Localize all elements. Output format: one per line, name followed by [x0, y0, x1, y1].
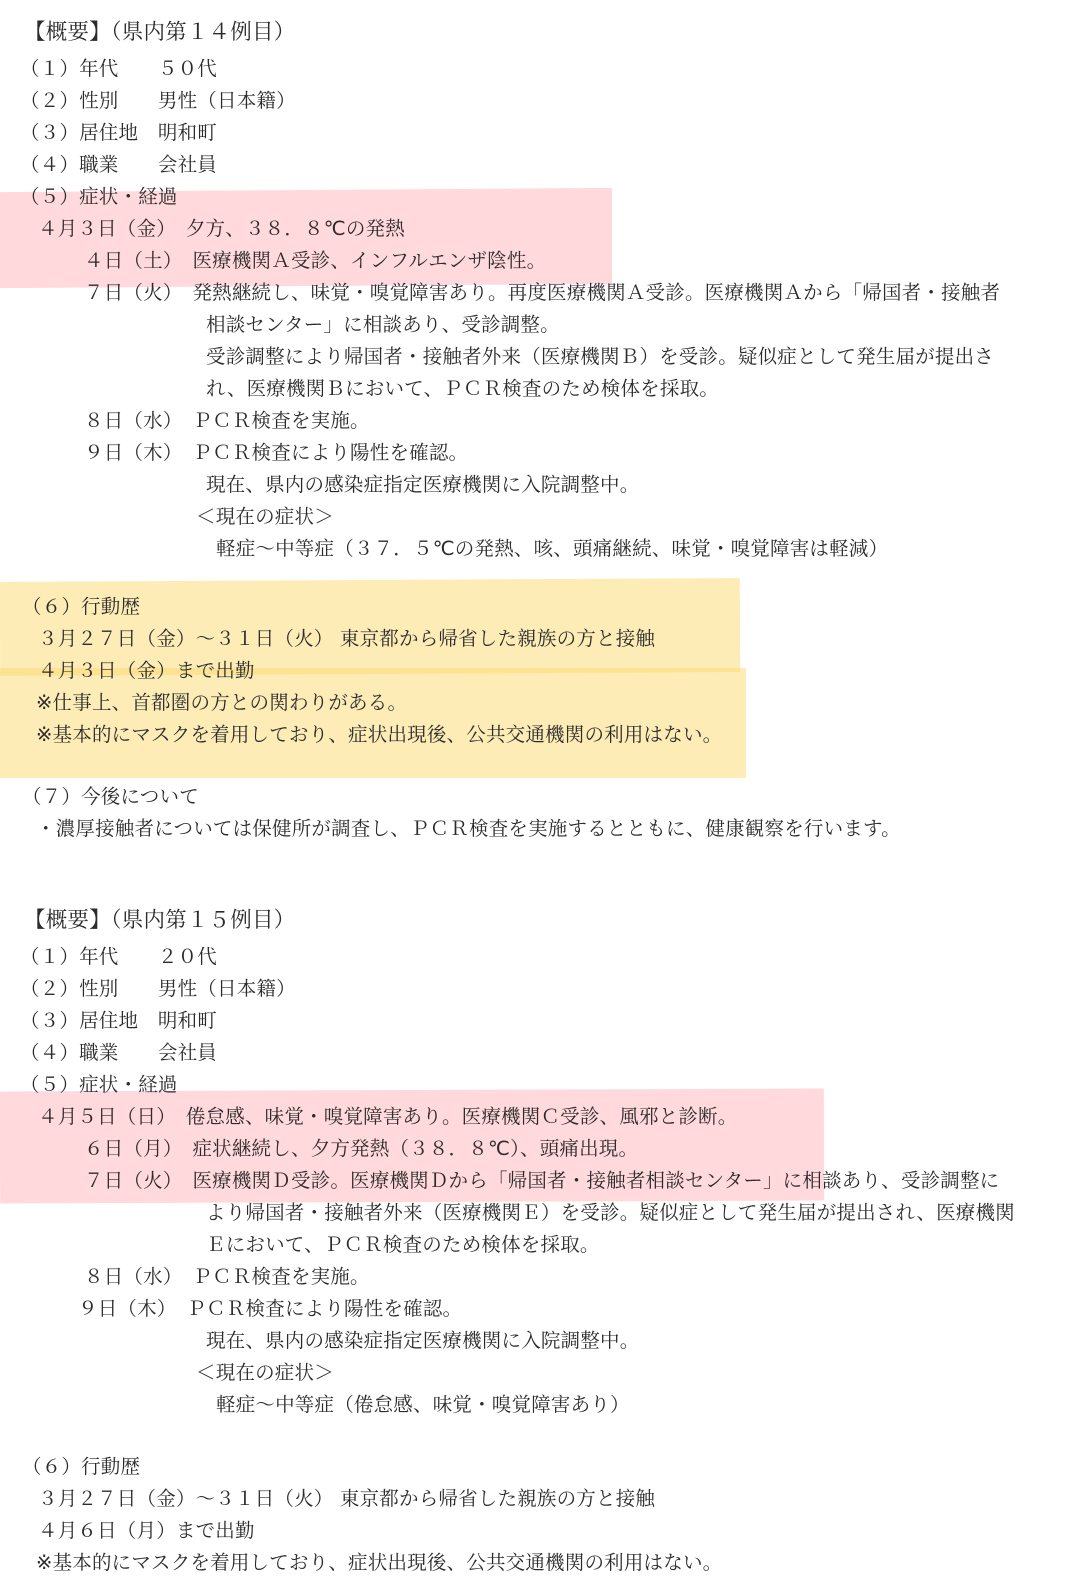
case15-current-symptoms: 軽症～中等症（倦怠感、味覚・嗅覚障害あり） — [216, 1393, 630, 1416]
case15-course-line: Ｅにおいて、ＰＣＲ検査のため検体を採取。 — [206, 1233, 600, 1256]
case14-course-line: ９日（木） ＰＣＲ検査により陽性を確認。 — [84, 441, 469, 464]
case14-symptoms-heading: （５）症状・経過 — [20, 185, 178, 208]
case14-age: （１）年代 ５０代 — [20, 57, 218, 80]
case15-current-symptoms-label: ＜現在の症状＞ — [196, 1361, 334, 1384]
case14-sex: （２）性別 男性（日本籍） — [20, 89, 296, 112]
case14-course-line: ４月３日（金） 夕方、３８．８℃の発熱 — [38, 217, 405, 240]
case14-course-line: れ、医療機関Ｂにおいて、ＰＣＲ検査のため検体を採取。 — [206, 377, 719, 400]
case14-course-line: 現在、県内の感染症指定医療機関に入院調整中。 — [206, 473, 640, 496]
case15-course-line: ４月５日（日） 倦怠感、味覚・嗅覚障害あり。医療機関Ｃ受診、風邪と診断。 — [38, 1105, 738, 1128]
case14-course-line: 相談センター」に相談あり、受診調整。 — [206, 313, 560, 336]
case15-course-line: より帰国者・接触者外来（医療機関Ｅ）を受診。疑似症として発生届が提出され、医療機関 — [206, 1201, 1015, 1224]
case15-occupation: （４）職業 会社員 — [20, 1041, 218, 1064]
case15-residence: （３）居住地 明和町 — [20, 1009, 218, 1032]
case14-header: 【概要】（県内第１４例目） — [24, 20, 296, 45]
case15-course-line: ７日（火） 医療機関Ｄ受診。医療機関Ｄから「帰国者・接触者相談センター」に相談あり、受診調整に — [84, 1169, 1000, 1192]
case15-sex: （２）性別 男性（日本籍） — [20, 977, 296, 1000]
case15-course-line: ６日（月） 症状継続し、夕方発熱（３８．８℃）、頭痛出現。 — [84, 1137, 639, 1160]
case14-occupation: （４）職業 会社員 — [20, 153, 218, 176]
case15-header: 【概要】（県内第１５例目） — [24, 908, 296, 933]
case14-activity-line: ４月３日（金）まで出勤 — [38, 659, 255, 682]
case14-course-line: ４日（土） 医療機関Ａ受診、インフルエンザ陰性。 — [84, 249, 547, 272]
case15-activity-heading: （６）行動歴 — [22, 1455, 141, 1478]
case15-course-line: 現在、県内の感染症指定医療機関に入院調整中。 — [206, 1329, 640, 1352]
case14-activity-line: ※仕事上、首都圏の方との関わりがある。 — [36, 691, 408, 714]
case14-course-line: ７日（火） 発熱継続し、味覚・嗅覚障害あり。再度医療機関Ａ受診。医療機関Ａから「帰国者・接触者 — [84, 281, 1001, 304]
case14-current-symptoms-label: ＜現在の症状＞ — [196, 505, 334, 528]
case14-course-line: ８日（水） ＰＣＲ検査を実施。 — [84, 409, 370, 432]
case14-course-line: 受診調整により帰国者・接触者外来（医療機関Ｂ）を受診。疑似症として発生届が提出さ — [206, 345, 995, 368]
case14-future-text: ・濃厚接触者については保健所が調査し、ＰＣＲ検査を実施するとともに、健康観察を行います。 — [36, 817, 901, 840]
case14-activity-line: ３月２７日（金）～３１日（火） 東京都から帰省した親族の方と接触 — [38, 627, 656, 650]
case14-residence: （３）居住地 明和町 — [20, 121, 218, 144]
case15-course-line: ９日（木） ＰＣＲ検査により陽性を確認。 — [78, 1297, 463, 1320]
case15-symptoms-heading: （５）症状・経過 — [20, 1073, 178, 1096]
case15-activity-line: ※基本的にマスクを着用しており、症状出現後、公共交通機関の利用はない。 — [36, 1551, 723, 1574]
case15-activity-line: ４月６日（月）まで出勤 — [38, 1519, 255, 1542]
case14-activity-heading: （６）行動歴 — [22, 595, 141, 618]
case14-current-symptoms: 軽症～中等症（３７．５℃の発熱、咳、頭痛継続、味覚・嗅覚障害は軽減） — [216, 537, 889, 560]
case15-course-line: ８日（水） ＰＣＲ検査を実施。 — [84, 1265, 370, 1288]
case14-activity-line: ※基本的にマスクを着用しており、症状出現後、公共交通機関の利用はない。 — [36, 723, 723, 746]
case15-activity-line: ３月２７日（金）～３１日（火） 東京都から帰省した親族の方と接触 — [38, 1487, 656, 1510]
case14-future-heading: （７）今後について — [22, 785, 199, 808]
case15-age: （１）年代 ２０代 — [20, 945, 218, 968]
